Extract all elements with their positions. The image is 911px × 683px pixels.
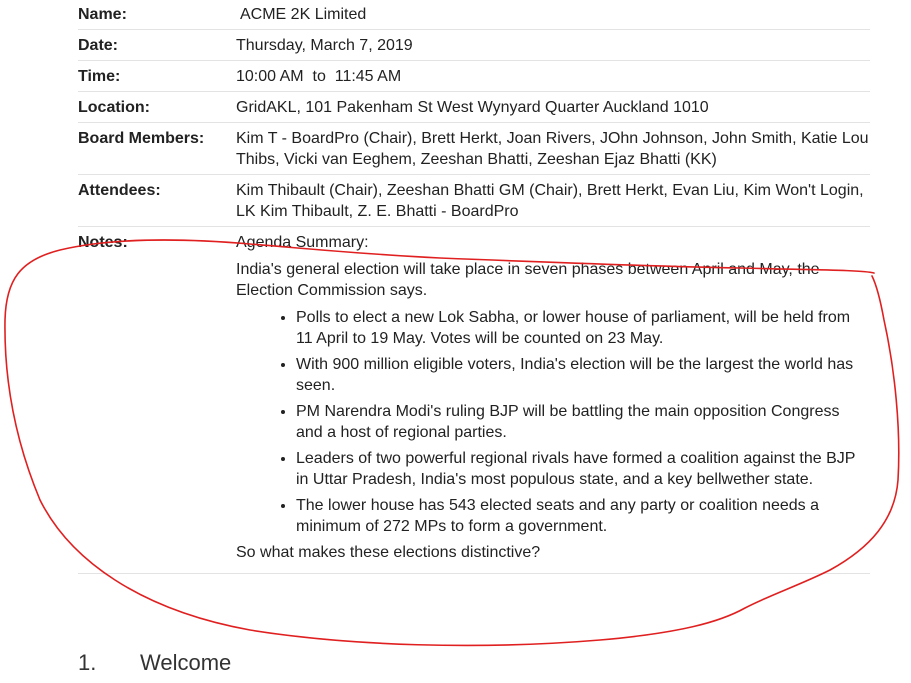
meeting-details-table xyxy=(78,0,870,574)
notes-bullet: • Polls to elect a new Lok Sabha, or lower house of parliament, will be held from 11 April to 19 May. Votes will be counted on 23 May. xyxy=(296,307,870,349)
name-value: ACME 2K Limited xyxy=(236,0,870,30)
notes-bullet: • Leaders of two powerful regional rivals have formed a coalition against the BJP in Uttar Pradesh, India's most populous state, and a key bellwether state. xyxy=(296,448,870,490)
notes-intro: India's general election will take place in seven phases between April and May, the Election Commission says. xyxy=(236,261,820,299)
date-row xyxy=(78,30,870,61)
location-value: GridAKL, 101 Pakenham St West Wynyard Quarter Auckland 1010 xyxy=(236,92,870,123)
attendees-label: Attendees: xyxy=(78,175,236,227)
agenda-item-number: 1. xyxy=(78,650,97,675)
notes-bullet-list xyxy=(236,307,870,537)
date-label: Date: xyxy=(78,30,236,61)
time-value: 10:00 AM to 11:45 AM xyxy=(236,61,870,92)
notes-label: Notes: xyxy=(78,227,236,574)
notes-bullet: • PM Narendra Modi's ruling BJP will be battling the main opposition Congress and a host of regional parties. xyxy=(296,401,870,443)
location-row xyxy=(78,92,870,123)
board-members-label: Board Members: xyxy=(78,123,236,175)
attendees-value: Kim Thibault (Chair), Zeeshan Bhatti GM (Chair), Brett Herkt, Evan Liu, Kim Won't Login, LK Kim Thibault, Z. E. Bhatti - BoardPro xyxy=(236,175,870,227)
notes-heading: Agenda Summary: xyxy=(236,234,369,251)
notes-bullet: • With 900 million eligible voters, India's election will be the largest the world has seen. xyxy=(296,354,870,396)
notes-bullet: • The lower house has 543 elected seats and any party or coalition needs a minimum of 272 MPs to form a government. xyxy=(296,495,870,537)
board-members-row xyxy=(78,123,870,175)
name-label: Name: xyxy=(78,0,236,30)
date-value: Thursday, March 7, 2019 xyxy=(236,30,870,61)
time-row xyxy=(78,61,870,92)
attendees-row xyxy=(78,175,870,227)
agenda-item-heading xyxy=(78,650,231,676)
time-label: Time: xyxy=(78,61,236,92)
notes-row xyxy=(78,227,870,574)
name-row xyxy=(78,0,870,30)
notes-closing: So what makes these elections distinctive? xyxy=(236,544,541,561)
location-label: Location: xyxy=(78,92,236,123)
notes-content xyxy=(236,227,870,574)
agenda-item-title: Welcome xyxy=(140,650,232,675)
board-members-value: Kim T - BoardPro (Chair), Brett Herkt, Joan Rivers, JOhn Johnson, John Smith, Katie Lou Thibs, Vicki van Eeghem, Zeeshan Bhatti, Zeeshan Ejaz Bhatti (KK) xyxy=(236,123,870,175)
